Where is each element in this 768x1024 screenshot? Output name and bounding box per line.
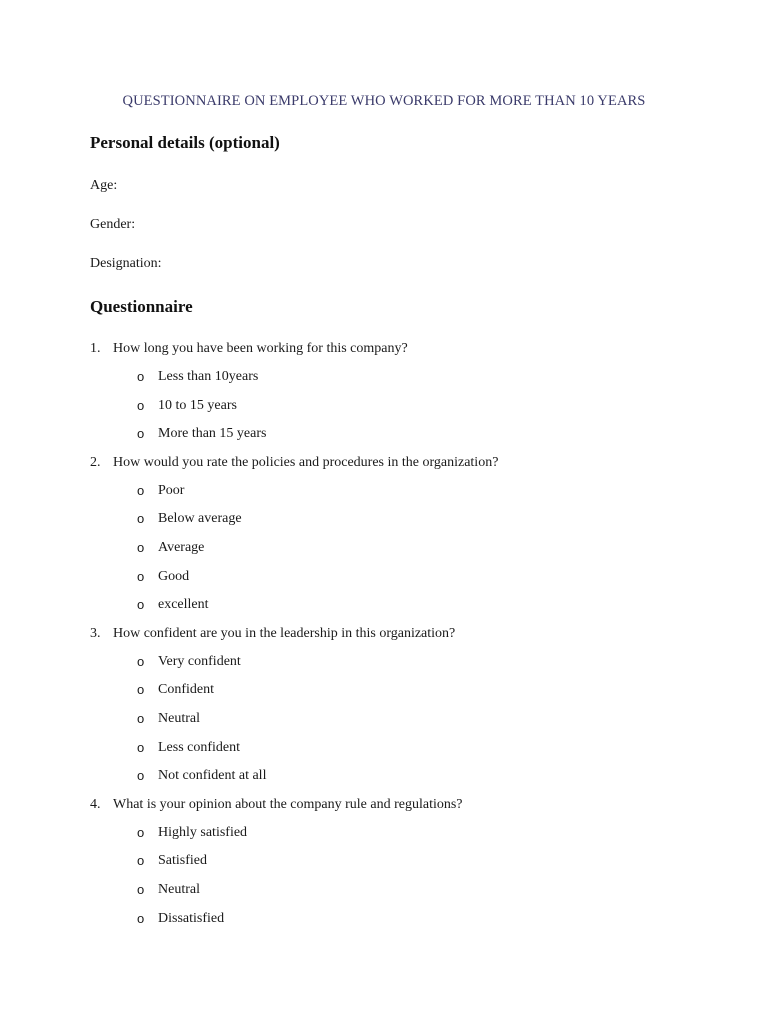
option-label: Neutral [158,710,200,726]
option-item [0,367,768,396]
questionnaire-heading: Questionnaire [90,297,193,316]
question-2-options [0,481,768,624]
option-label: Dissatisfied [158,910,225,926]
question-label: How long you have been working for this company? [113,341,408,356]
option-item [0,823,768,852]
option-label: Good [158,568,190,584]
age-field-label: Age: [90,178,118,193]
question-1-text [0,339,768,367]
option-label: Confident [158,682,214,698]
personal-details-heading: Personal details (optional) [90,133,280,152]
question-1-options [0,367,768,453]
bullet-icon: o [137,597,145,613]
option-label: Average [158,539,205,555]
option-item [0,567,768,596]
option-label: More than 15 years [158,426,267,442]
gender-field-label: Gender: [90,217,136,232]
option-item [0,595,768,624]
option-label: Highly satisfied [158,824,248,840]
option-item [0,680,768,709]
option-item [0,709,768,738]
option-item [0,766,768,795]
option-label: Less confident [158,739,241,755]
bullet-icon: o [137,511,145,527]
option-item [0,738,768,767]
option-label: Satisfied [158,853,207,869]
designation-field-label: Designation: [90,256,162,271]
bullet-icon: o [137,369,145,384]
option-item [0,396,768,425]
option-label: Not confident at all [158,768,267,784]
bullet-icon: o [137,397,145,413]
question-number: 4. [90,796,101,812]
option-item [0,851,768,880]
bullet-icon: o [137,653,145,669]
bullet-icon: o [137,568,145,584]
option-item [0,481,768,510]
bullet-icon: o [137,768,145,784]
option-label: Below average [158,511,242,527]
bullet-icon: o [137,426,145,442]
question-label: How would you rate the policies and procedures in the organization? [113,454,499,470]
question-3-options [0,652,768,795]
question-label: What is your opinion about the company rule and regulations? [113,796,463,812]
question-number: 3. [90,625,101,641]
question-number: 1. [90,341,101,356]
option-label: Very confident [158,653,241,669]
option-item [0,909,768,938]
question-2-text [0,453,768,481]
option-item [0,880,768,909]
bullet-icon: o [137,482,145,498]
bullet-icon: o [137,853,145,869]
question-4-text [0,795,768,823]
question-label: How confident are you in the leadership in this organization? [113,625,456,641]
bullet-icon: o [137,710,145,726]
question-4 [0,795,768,937]
question-3-text [0,624,768,652]
option-item [0,652,768,681]
option-label: Neutral [158,881,200,897]
bullet-icon: o [137,881,145,897]
bullet-icon: o [137,682,145,698]
question-4-options [0,823,768,937]
option-label: 10 to 15 years [158,397,237,413]
question-3 [0,624,768,795]
option-label: Poor [158,482,185,498]
option-item [0,509,768,538]
bullet-icon: o [137,910,145,926]
bullet-icon: o [137,824,145,840]
question-1 [0,339,768,453]
question-2 [0,453,768,624]
option-item [0,424,768,453]
question-list [0,339,768,937]
option-item [0,538,768,567]
bullet-icon: o [137,539,145,555]
option-label: excellent [158,597,209,613]
question-number: 2. [90,454,101,470]
option-label: Less than 10years [158,369,259,384]
document-title: QUESTIONNAIRE ON EMPLOYEE WHO WORKED FOR MORE THAN 10 YEARS [122,93,646,109]
bullet-icon: o [137,739,145,755]
